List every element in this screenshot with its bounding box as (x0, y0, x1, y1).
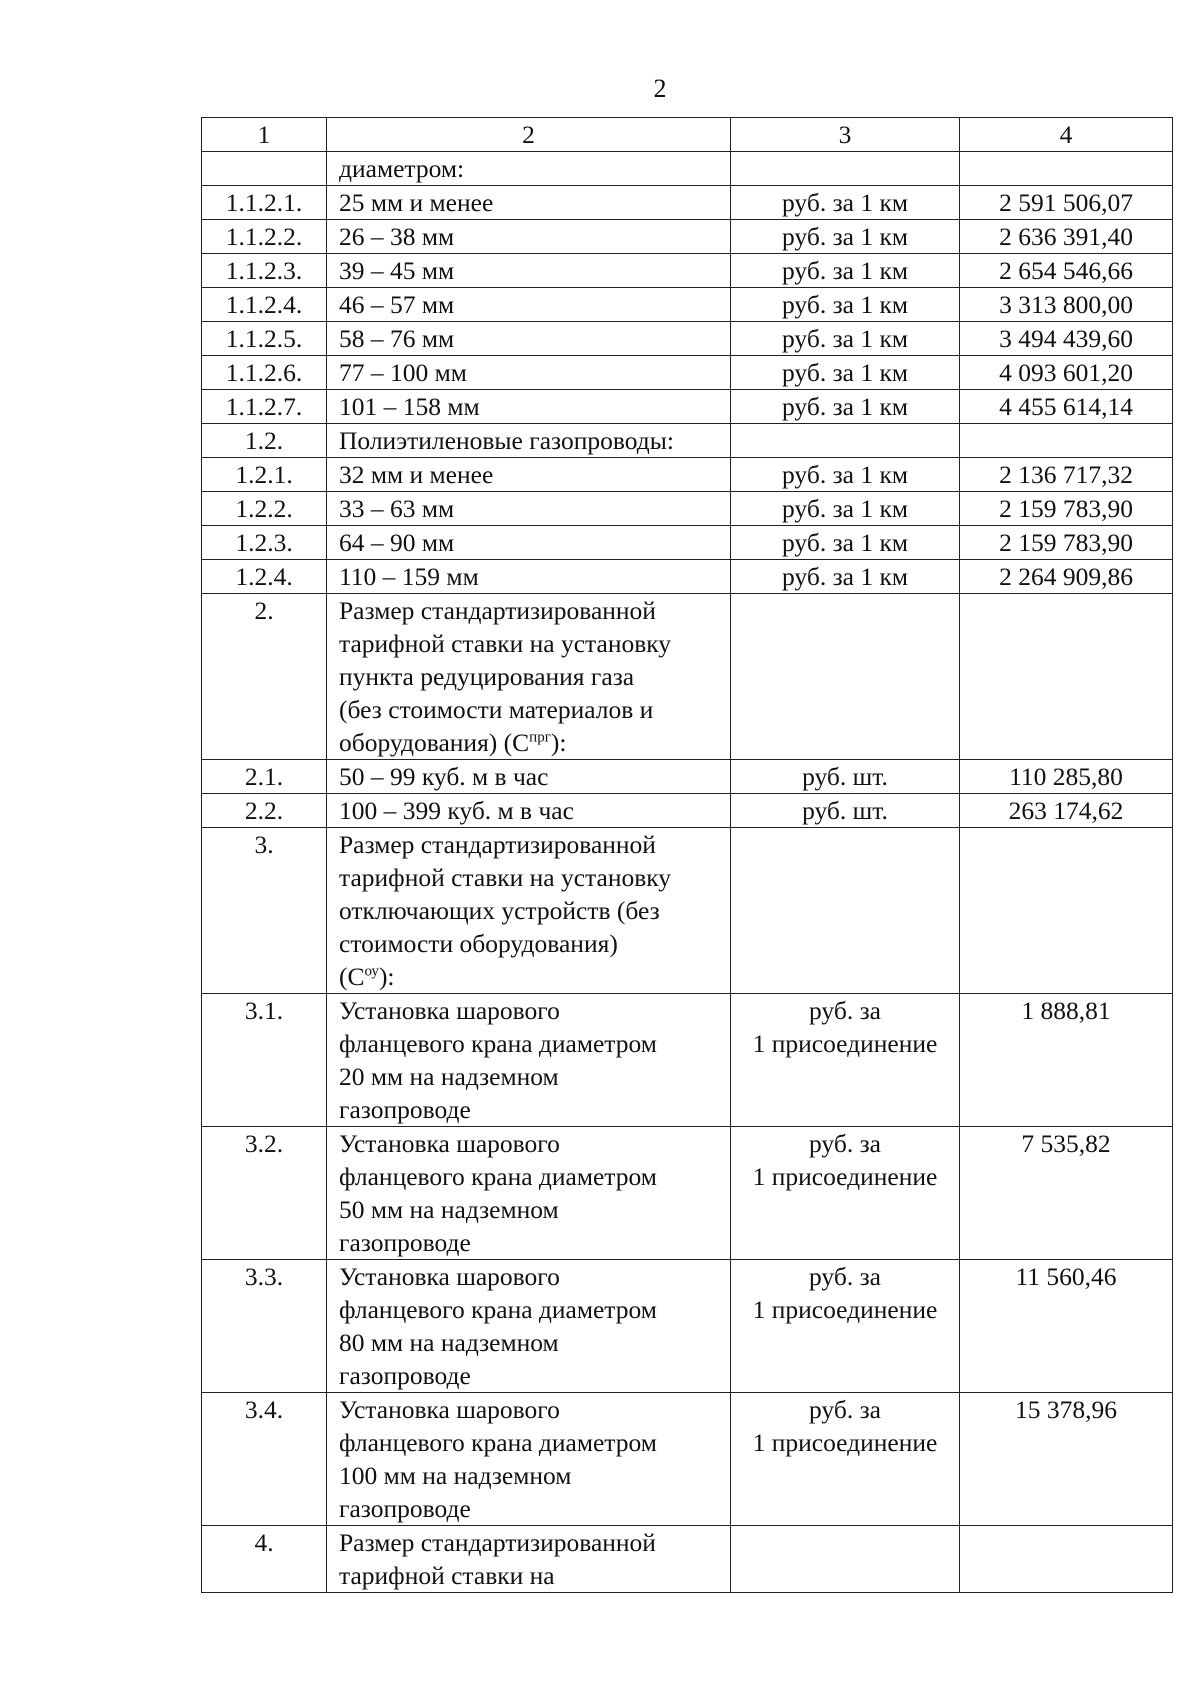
row-value (960, 424, 1173, 458)
unit-line: руб. за (809, 996, 881, 1025)
row-description: 39 – 45 мм (327, 254, 731, 288)
superscript-label: оу (364, 963, 379, 980)
table-row (202, 254, 1173, 288)
table-row (202, 760, 1173, 794)
row-description: 25 мм и менее (327, 186, 731, 220)
row-description: 26 – 38 мм (327, 220, 731, 254)
row-unit: руб. за 1 км (731, 390, 960, 424)
row-value: 3 494 439,60 (960, 322, 1173, 356)
unit-line: 1 присоединение (752, 1295, 938, 1324)
row-number: 3.2. (202, 1127, 327, 1260)
row-number: 1.1.2.3. (202, 254, 327, 288)
description-line: 80 мм на надземном (339, 1328, 559, 1357)
header-col-3: 3 (731, 118, 960, 152)
table-row (202, 390, 1173, 424)
row-value: 2 636 391,40 (960, 220, 1173, 254)
description-line: (без стоимости материалов и (339, 695, 654, 724)
row-value: 2 159 783,90 (960, 492, 1173, 526)
superscript-label: прг (529, 729, 551, 746)
row-unit: руб. за 1 км (731, 560, 960, 594)
row-number: 1.1.2.6. (202, 356, 327, 390)
description-line: фланцевого крана диаметром (339, 1029, 657, 1058)
row-unit: руб. шт. (731, 760, 960, 794)
row-unit (731, 828, 960, 994)
unit-line: руб. за (809, 1129, 881, 1158)
description-line: Установка шарового (339, 1262, 560, 1291)
row-description: диаметром: (327, 152, 731, 186)
description-line (339, 960, 730, 993)
row-description (327, 1260, 731, 1393)
row-value: 110 285,80 (960, 760, 1173, 794)
unit-line: 1 присоединение (752, 1428, 938, 1457)
table-row (202, 560, 1173, 594)
description-line: Установка шарового (339, 1129, 560, 1158)
description-line: тарифной ставки на установку (339, 863, 672, 892)
table-header-row (202, 118, 1173, 152)
row-value (960, 828, 1173, 994)
table-row (202, 1526, 1173, 1593)
description-line: 20 мм на надземном (339, 1062, 559, 1091)
description-line: 100 мм на надземном (339, 1461, 572, 1490)
description-line: фланцевого крана диаметром (339, 1162, 657, 1191)
row-description: 50 – 99 куб. м в час (327, 760, 731, 794)
description-text: ): (378, 962, 395, 991)
row-description: 32 мм и менее (327, 458, 731, 492)
row-unit (731, 994, 960, 1127)
row-description (327, 594, 731, 760)
row-unit: руб. за 1 км (731, 458, 960, 492)
row-number (202, 152, 327, 186)
description-line: газопроводе (339, 1095, 471, 1124)
row-number: 2.2. (202, 794, 327, 828)
row-value: 2 654 546,66 (960, 254, 1173, 288)
row-number: 1.1.2.4. (202, 288, 327, 322)
table-row (202, 492, 1173, 526)
row-description: Полиэтиленовые газопроводы: (327, 424, 731, 458)
row-value: 2 159 783,90 (960, 526, 1173, 560)
row-unit (731, 152, 960, 186)
description-line: тарифной ставки на (339, 1561, 555, 1590)
description-line: фланцевого крана диаметром (339, 1295, 657, 1324)
table-row (202, 994, 1173, 1127)
table-row (202, 220, 1173, 254)
page-number: 2 (653, 74, 667, 103)
description-line: стоимости оборудования) (339, 929, 618, 958)
description-line: Размер стандартизированной (339, 596, 656, 625)
row-description (327, 994, 731, 1127)
header-col-1: 1 (202, 118, 327, 152)
table-row (202, 458, 1173, 492)
row-number: 3.4. (202, 1393, 327, 1526)
row-description: 33 – 63 мм (327, 492, 731, 526)
description-text: оборудования) (С (339, 728, 530, 757)
row-unit: руб. за 1 км (731, 288, 960, 322)
table-row (202, 424, 1173, 458)
row-unit (731, 1260, 960, 1393)
row-number: 1.1.2.2. (202, 220, 327, 254)
row-number: 1.1.2.1. (202, 186, 327, 220)
table-row (202, 356, 1173, 390)
row-unit: руб. шт. (731, 794, 960, 828)
unit-line: 1 присоединение (752, 1162, 938, 1191)
description-line: пункта редуцирования газа (339, 662, 635, 691)
description-line: Установка шарового (339, 996, 560, 1025)
table-row (202, 828, 1173, 994)
row-description: 110 – 159 мм (327, 560, 731, 594)
unit-line: руб. за (809, 1395, 881, 1424)
description-line: 50 мм на надземном (339, 1195, 559, 1224)
row-value (960, 1526, 1173, 1593)
row-unit (731, 1393, 960, 1526)
description-text: ): (550, 728, 567, 757)
row-description: 58 – 76 мм (327, 322, 731, 356)
row-value: 2 591 506,07 (960, 186, 1173, 220)
row-unit: руб. за 1 км (731, 492, 960, 526)
row-value: 2 264 909,86 (960, 560, 1173, 594)
table-row (202, 152, 1173, 186)
table-row (202, 794, 1173, 828)
row-description (327, 828, 731, 994)
row-value: 263 174,62 (960, 794, 1173, 828)
row-unit: руб. за 1 км (731, 356, 960, 390)
row-description (327, 1127, 731, 1260)
header-col-4: 4 (960, 118, 1173, 152)
description-line: газопроводе (339, 1361, 471, 1390)
row-number: 3. (202, 828, 327, 994)
row-number: 2.1. (202, 760, 327, 794)
unit-line: руб. за (809, 1262, 881, 1291)
row-number: 3.3. (202, 1260, 327, 1393)
row-unit: руб. за 1 км (731, 322, 960, 356)
description-line: Установка шарового (339, 1395, 560, 1424)
row-number: 1.2.4. (202, 560, 327, 594)
row-value: 1 888,81 (960, 994, 1173, 1127)
header-col-2: 2 (327, 118, 731, 152)
table-row (202, 186, 1173, 220)
row-number: 1.2.2. (202, 492, 327, 526)
row-description: 46 – 57 мм (327, 288, 731, 322)
row-unit: руб. за 1 км (731, 254, 960, 288)
row-value: 7 535,82 (960, 1127, 1173, 1260)
description-line: фланцевого крана диаметром (339, 1428, 657, 1457)
description-text: (С (339, 962, 365, 991)
row-number: 4. (202, 1526, 327, 1593)
description-line: отключающих устройств (без (339, 896, 660, 925)
description-line: Размер стандартизированной (339, 830, 656, 859)
description-line: газопроводе (339, 1228, 471, 1257)
row-number: 2. (202, 594, 327, 760)
table-row (202, 526, 1173, 560)
row-unit: руб. за 1 км (731, 526, 960, 560)
row-number: 1.1.2.7. (202, 390, 327, 424)
table-row (202, 288, 1173, 322)
table-row (202, 1127, 1173, 1260)
description-line (339, 726, 730, 759)
row-unit: руб. за 1 км (731, 220, 960, 254)
description-line: газопроводе (339, 1494, 471, 1523)
row-unit (731, 424, 960, 458)
row-value: 11 560,46 (960, 1260, 1173, 1393)
row-value: 15 378,96 (960, 1393, 1173, 1526)
table-row (202, 1260, 1173, 1393)
description-line: тарифной ставки на установку (339, 629, 672, 658)
table-body (202, 152, 1173, 1593)
row-description (327, 1393, 731, 1526)
row-value: 2 136 717,32 (960, 458, 1173, 492)
row-value: 4 093 601,20 (960, 356, 1173, 390)
row-unit (731, 1127, 960, 1260)
row-description: 77 – 100 мм (327, 356, 731, 390)
row-unit (731, 594, 960, 760)
row-description (327, 1526, 731, 1593)
row-number: 1.2.3. (202, 526, 327, 560)
row-description: 101 – 158 мм (327, 390, 731, 424)
row-description: 64 – 90 мм (327, 526, 731, 560)
row-value (960, 594, 1173, 760)
row-unit (731, 1526, 960, 1593)
row-unit: руб. за 1 км (731, 186, 960, 220)
row-value (960, 152, 1173, 186)
row-number: 1.2. (202, 424, 327, 458)
row-value: 4 455 614,14 (960, 390, 1173, 424)
table-row (202, 1393, 1173, 1526)
table-row (202, 322, 1173, 356)
tariff-table (201, 117, 1173, 1593)
unit-line: 1 присоединение (752, 1029, 938, 1058)
row-number: 3.1. (202, 994, 327, 1127)
description-line: Размер стандартизированной (339, 1528, 656, 1557)
row-number: 1.1.2.5. (202, 322, 327, 356)
row-value: 3 313 800,00 (960, 288, 1173, 322)
row-number: 1.2.1. (202, 458, 327, 492)
table-row (202, 594, 1173, 760)
row-description: 100 – 399 куб. м в час (327, 794, 731, 828)
